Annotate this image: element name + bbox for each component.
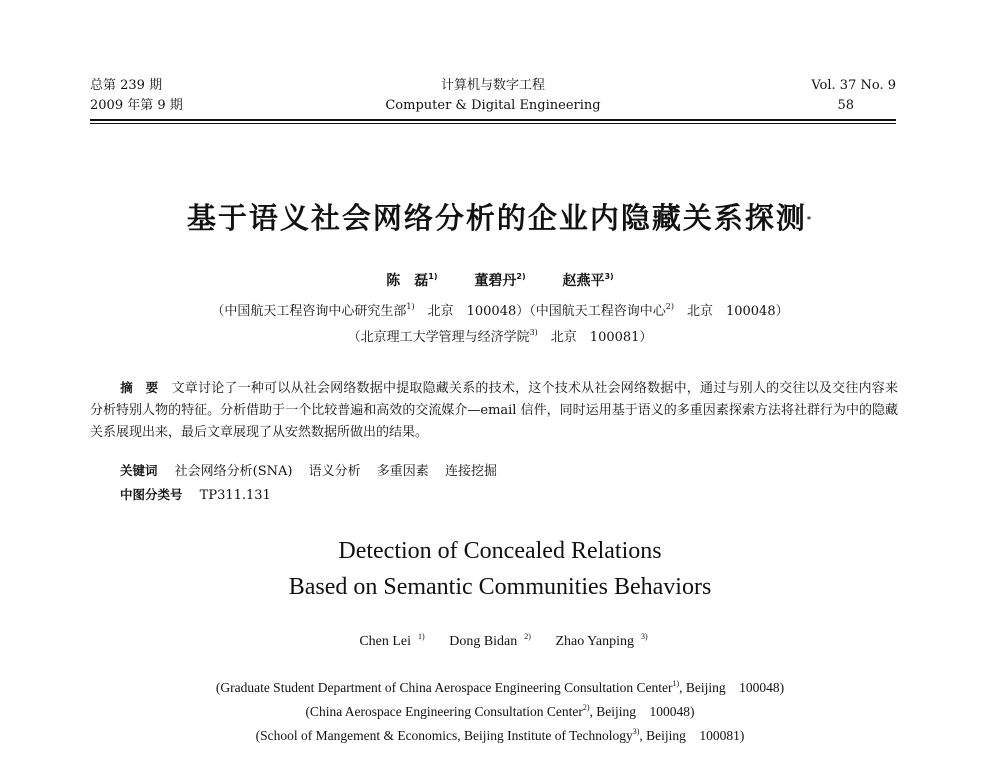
- authors-cn: [0, 270, 1000, 290]
- keywords-label: 关键词: [120, 463, 158, 478]
- total-issue: 总第 239 期: [90, 78, 163, 93]
- page-number: 58: [837, 98, 854, 113]
- author-cn-3: 赵燕平$^{3)}$: [562, 272, 614, 289]
- title-cn-mark: *: [806, 215, 814, 224]
- abstract: [90, 377, 898, 444]
- classification-label: 中图分类号: [120, 487, 183, 502]
- authors-en: [0, 634, 1000, 650]
- keywords: [120, 460, 509, 479]
- header-rule-thick: [90, 119, 896, 121]
- title-en-line2: Based on Semantic Communities Behaviors: [288, 574, 712, 600]
- keyword-item: 多重因素: [376, 464, 429, 479]
- title-en-line1: Detection of Concealed Relations: [338, 538, 662, 564]
- affiliation-en-line1: (Graduate Student Department of China Aerospace Engineering Consultation Center$^{1)}$, Beijing 100048): [215, 679, 785, 695]
- author-cn-2: 董碧丹$^{2)}$: [474, 272, 526, 289]
- title-cn: [0, 196, 1000, 237]
- journal-cn: 计算机与数字工程: [440, 78, 545, 93]
- keyword-item: 语义分析: [308, 464, 361, 479]
- abstract-label: 摘 要: [120, 380, 159, 395]
- author-cn-1: 陈 磊$^{1)}$: [386, 272, 438, 289]
- keyword-item: 社会网络分析(SNA): [174, 464, 293, 479]
- classification: [120, 484, 271, 503]
- title-cn-text: 基于语义社会网络分析的企业内隐藏关系探测: [186, 201, 807, 235]
- journal-en: Computer & Digital Engineering: [385, 98, 601, 113]
- volume: Vol. 37 No. 9: [811, 78, 896, 93]
- affiliation-en-line3: (School of Mangement & Economics, Beijing Institute of Technology$^{3)}$, Beijing 100081): [255, 727, 745, 743]
- header-rule-thin: [90, 123, 896, 124]
- keyword-item: 连接挖掘: [444, 464, 497, 479]
- abstract-text: 文章讨论了一种可以从社会网络数据中提取隐藏关系的技术，这个技术从社会网络数据中，通过与别人的交往以及交往内容来分析特别人物的特征。分析借助于一个比较普遍和高效的交流媒介—email 信件，同时运用基于语义的多重因素探索方法将社群行为中的隐藏关系展现出来，最后文章展现了从安然数据所做出的结果。: [90, 381, 898, 440]
- affiliation-cn-line2: （北京理工大学管理与经济学院$^{3)}$ 北京 100081）: [347, 328, 653, 345]
- affiliation-en-line2: (China Aerospace Engineering Consultation Center$^{2)}$, Beijing 100048): [305, 703, 695, 719]
- author-en-1: Chen Lei $^{1)}$: [359, 632, 425, 649]
- author-en-2: Dong Bidan $^{2)}$: [449, 632, 531, 649]
- author-en-3: Zhao Yanping $^{3)}$: [555, 632, 648, 649]
- classification-value: TP311.131: [199, 488, 271, 503]
- year-issue: 2009 年第 9 期: [90, 98, 183, 113]
- affiliation-cn-line1: （中国航天工程咨询中心研究生部$^{1)}$ 北京 100048）（中国航天工程咨询中心$^{2)}$ 北京 100048）: [211, 302, 789, 319]
